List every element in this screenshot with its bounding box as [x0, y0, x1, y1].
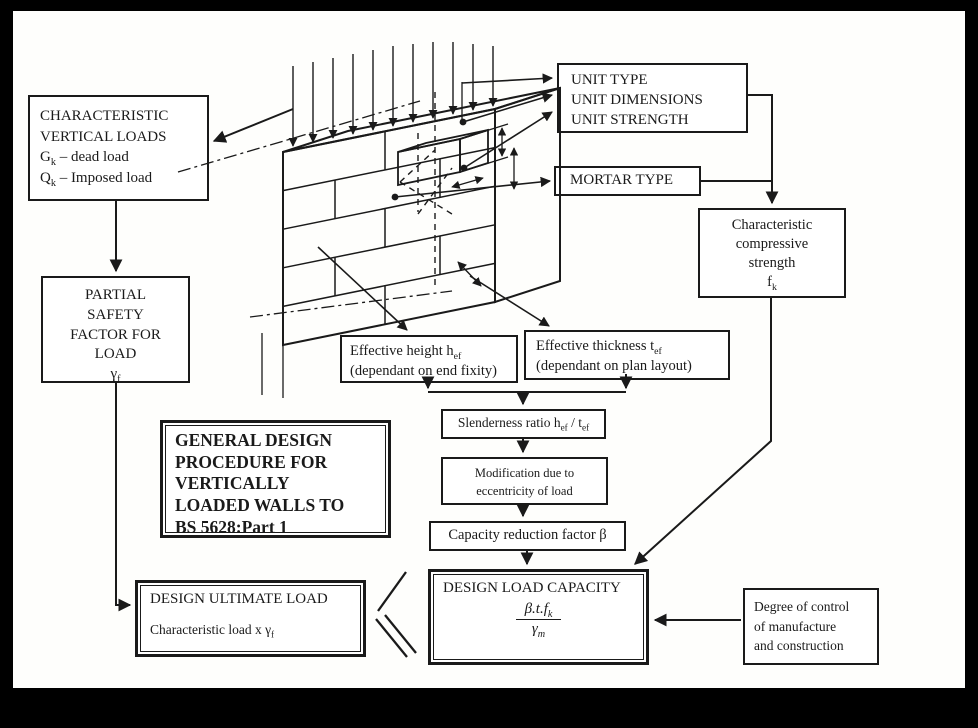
symbol-f: f	[767, 273, 772, 290]
box-diagram-title	[160, 420, 391, 538]
box-line: PARTIAL	[84, 287, 147, 303]
symbol-gamma: γ	[110, 366, 118, 383]
title-line: GENERAL DESIGN	[175, 430, 333, 450]
box-line: of manufacture	[754, 618, 837, 634]
title-line: LOADED WALLS TO	[175, 495, 345, 516]
mortar-type-label: MORTAR TYPE	[570, 172, 674, 188]
subscript-f: f	[117, 374, 121, 386]
gamma-f-symbol	[45, 365, 186, 385]
box-characteristic-vertical-loads	[28, 95, 209, 201]
subscript-ef: ef	[654, 345, 662, 357]
box-line: and construction	[754, 638, 844, 654]
box-line: Characteristic	[731, 217, 813, 233]
title-line: BS 5628:Part 1	[175, 516, 288, 537]
capacity-formula	[443, 601, 634, 638]
box-line: LOAD	[94, 346, 137, 363]
box-unit-properties	[557, 63, 748, 133]
plan-layout-note: (dependant on plan layout)	[536, 358, 692, 375]
subscript-k: k	[50, 178, 56, 190]
subscript-m: m	[537, 629, 546, 640]
box-design-load-capacity	[428, 569, 649, 665]
box-modification-eccentricity	[441, 457, 608, 505]
label-text: / t	[567, 415, 582, 430]
subscript-k: k	[547, 609, 553, 620]
box-line: compressive	[735, 235, 809, 252]
subscript-ef: ef	[582, 422, 590, 433]
label-text: Slenderness ratio h	[457, 415, 561, 430]
box-degree-of-control	[743, 588, 879, 665]
dead-load-label: – dead load	[55, 149, 129, 166]
box-slenderness-ratio	[441, 409, 606, 439]
box-line: VERTICAL LOADS	[40, 128, 167, 145]
imposed-load-label: – Imposed load	[55, 170, 153, 187]
fraction-numerator	[516, 601, 562, 620]
unit-strength-label: UNIT STRENGTH	[571, 111, 689, 128]
unit-dimensions-label: UNIT DIMENSIONS	[571, 91, 703, 108]
box-line: Modification due to	[474, 466, 575, 480]
box-partial-safety-factor-load	[41, 276, 190, 386]
formula-text: β.t.f	[524, 601, 548, 617]
box-line	[40, 168, 197, 189]
slenderness-label	[445, 415, 602, 431]
box-characteristic-compressive-strength	[698, 208, 846, 298]
subscript-ef: ef	[453, 350, 462, 362]
fraction	[516, 601, 562, 638]
characteristic-load-formula	[150, 622, 351, 638]
effective-height-label	[350, 341, 508, 361]
box-mortar-type	[554, 166, 701, 196]
box-line: SAFETY	[87, 306, 144, 323]
subscript-k: k	[771, 281, 777, 293]
box-line: strength	[748, 254, 796, 271]
design-ultimate-load-label: DESIGN ULTIMATE LOAD	[150, 591, 328, 607]
box-effective-height	[340, 335, 518, 383]
title-line: PROCEDURE FOR	[175, 451, 328, 472]
box-line: CHARACTERISTIC	[40, 108, 169, 124]
label-text: Effective thickness t	[536, 338, 655, 354]
box-line: FACTOR FOR	[70, 326, 161, 343]
design-load-capacity-label: DESIGN LOAD CAPACITY	[443, 580, 621, 596]
end-fixity-note: (dependant on end fixity)	[350, 363, 497, 380]
subscript-k: k	[50, 157, 56, 169]
symbol-Q: Q	[40, 170, 51, 187]
box-line	[40, 147, 197, 168]
title-line: VERTICALLY	[175, 473, 290, 494]
unit-type-label: UNIT TYPE	[571, 72, 648, 88]
box-capacity-reduction-factor	[429, 521, 626, 551]
effective-thickness-label	[536, 336, 718, 356]
box-effective-thickness	[524, 330, 730, 380]
capacity-reduction-label: Capacity reduction factor β	[448, 527, 607, 543]
fraction-denominator	[516, 620, 562, 638]
symbol-G: G	[40, 149, 51, 166]
symbol-gamma: γ	[531, 621, 538, 637]
subscript-ef: ef	[560, 422, 568, 433]
box-line: Degree of control	[754, 599, 850, 614]
label-text: Effective height h	[350, 343, 454, 359]
box-line: eccentricity of load	[476, 483, 573, 498]
subscript-f: f	[271, 629, 275, 640]
formula-text: Characteristic load x γ	[150, 622, 272, 637]
box-design-ultimate-load	[135, 580, 366, 657]
fk-symbol	[704, 273, 840, 292]
